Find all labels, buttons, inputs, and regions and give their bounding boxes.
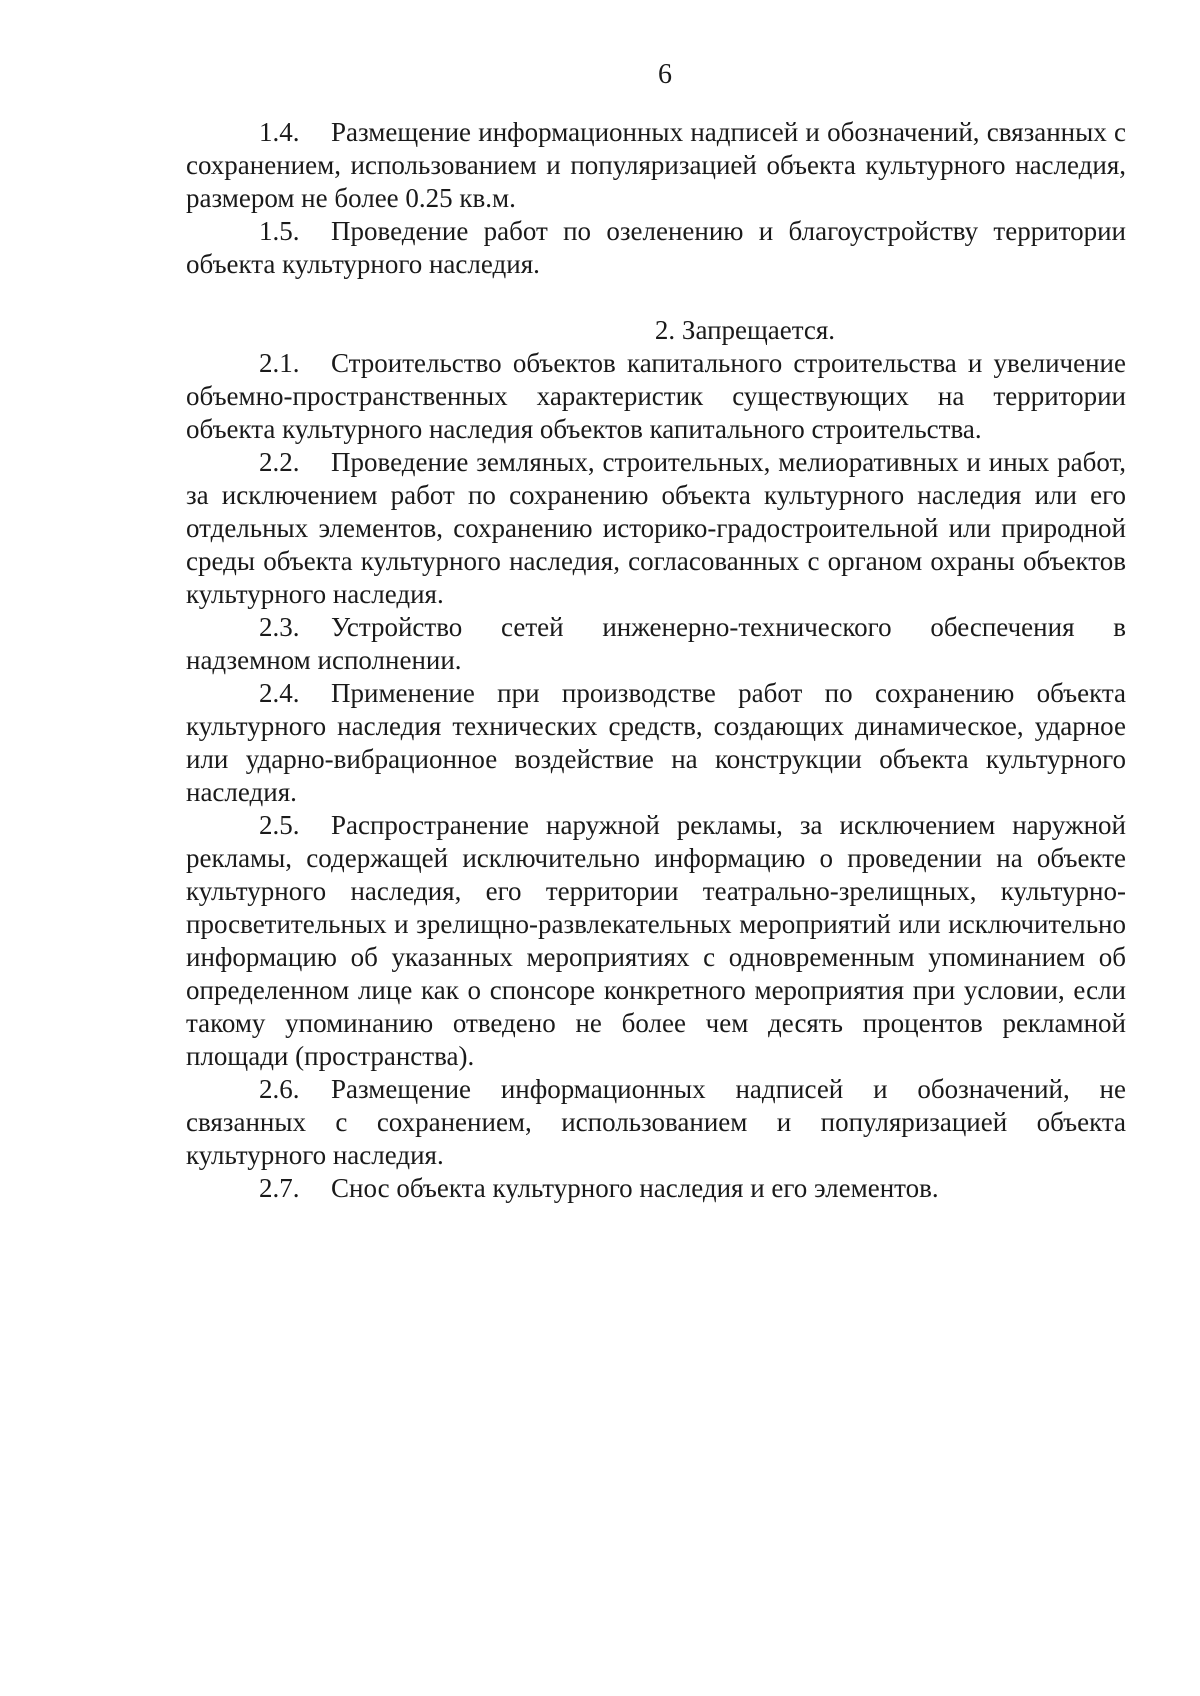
clause-text: Распространение наружной рекламы, за исключением наружной рекламы, содержащей исключительно информацию о проведении на объекте культурного наследия, его территории театрально-зрелищных, культурно-просветительных и зрелищно-развлекательных мероприятий или исключительно информацию об указанных мероприятиях с одновременным упоминанием об определенном лице как о спонсоре конкретного мероприятия при условии, если такому упоминанию отведено не более чем десять процентов рекламной площади (пространства). [186, 810, 1126, 1071]
clause-number: 2.5. [259, 810, 300, 840]
clause-number: 1.4. [259, 117, 300, 147]
clause-2-4 [186, 677, 1126, 809]
clause-number: 2.4. [259, 678, 300, 708]
clause-text: Строительство объектов капитального строительства и увеличение объемно-пространственных характеристик существующих на территории объекта культурного наследия объектов капитального строительства. [186, 348, 1126, 444]
clause-text: Проведение земляных, строительных, мелиоративных и иных работ, за исключением работ по сохранению объекта культурного наследия или его отдельных элементов, сохранению историко-градостроительной или природной среды объекта культурного наследия, согласованных с органом охраны объектов культурного наследия. [186, 447, 1126, 609]
clause-number: 2.2. [259, 447, 300, 477]
clause-text: Размещение информационных надписей и обозначений, связанных с сохранением, использованием и популяризацией объекта культурного наследия, размером не более 0.25 кв.м. [186, 117, 1126, 213]
clause-number: 1.5. [259, 216, 300, 246]
page-number: 6 [658, 59, 672, 90]
clause-2-1 [186, 347, 1126, 446]
clause-number: 2.1. [259, 348, 300, 378]
clause-2-6 [186, 1073, 1126, 1172]
clause-1-4 [186, 116, 1126, 215]
clause-text: Размещение информационных надписей и обозначений, не связанных с сохранением, использованием и популяризацией объекта культурного наследия. [186, 1074, 1126, 1170]
clause-2-7 [186, 1172, 1126, 1205]
clause-text: Применение при производстве работ по сохранению объекта культурного наследия технических средств, создающих динамическое, ударное или ударно-вибрационное воздействие на конструкции объекта культурного наследия. [186, 678, 1126, 807]
clause-2-5 [186, 809, 1126, 1073]
clause-number: 2.7. [259, 1173, 300, 1203]
clause-text: Проведение работ по озеленению и благоустройству территории объекта культурного наследия. [186, 216, 1126, 279]
clause-number: 2.3. [259, 612, 300, 642]
clause-2-3 [186, 611, 1126, 677]
clause-text: Снос объекта культурного наследия и его элементов. [331, 1173, 939, 1203]
clause-1-5 [186, 215, 1126, 281]
clause-number: 2.6. [259, 1074, 300, 1104]
section-heading-prohibited: 2. Запрещается. [654, 315, 836, 345]
clause-2-2 [186, 446, 1126, 611]
clause-text: Устройство сетей инженерно-технического обеспечения в надземном исполнении. [186, 612, 1126, 675]
document-body [186, 116, 1126, 1205]
